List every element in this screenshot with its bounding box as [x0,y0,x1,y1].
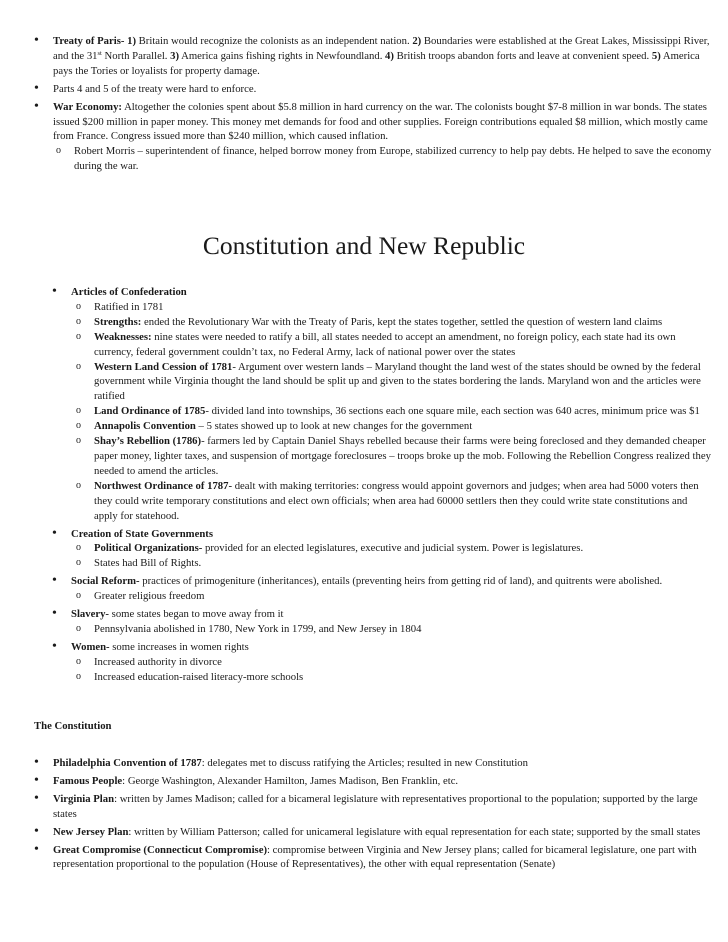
list-item [34,792,714,822]
bold-term: Great Compromise (Connecticut Compromise) [53,843,268,856]
bold-term: Articles of Confederation [71,286,187,298]
item-body [71,607,712,622]
bold-term: Annapolis Convention [94,420,196,433]
bold-term: Weaknesses: [94,330,152,343]
sub-bullet-icon: o [76,420,81,432]
bold-term: Social Reform- [71,575,140,588]
sub-list-item [76,315,712,330]
sub-list-item [76,330,712,360]
item-body [71,574,712,589]
list-item [52,640,712,655]
bullet-icon: • [34,755,39,770]
item-text: Ratified in 1781 [94,300,164,313]
item-text: America pays the Tories or loyalists for property damage. [53,49,700,77]
sub-bullet-icon: o [76,479,81,491]
sub-list-item [76,404,712,419]
sub-list-item [76,556,712,571]
bold-term: Land Ordinance of 1785 [94,405,206,418]
list-item [52,574,712,589]
item-text: some states began to move away from it [109,608,284,621]
item-text: Boundaries were established at the Great Lakes, Mississippi River, and the 31 [53,35,710,62]
item-body [53,792,714,822]
item-body [53,825,714,840]
bullet-icon: • [52,606,57,622]
item-body [94,670,712,685]
bullet-icon: • [34,33,39,48]
item-body [71,285,712,300]
list-item [52,527,712,542]
bullet-icon: • [52,284,57,299]
item-text: provided for an elected legislatures, executive and judicial system. Power is legislatures. [202,542,584,555]
section-title: Constitution and New Republic [202,231,526,260]
bold-term: Political Organizations- [94,542,203,555]
list-item [34,34,714,79]
item-body [94,404,712,419]
bold-term: Virginia Plan [53,792,115,805]
list-item [52,607,712,622]
list-item [34,756,714,771]
sub-list-item [76,541,712,556]
item-text: Increased authority in divorce [94,655,222,668]
item-text: - Argument over western lands – Maryland thought the land west of the states should be owned by the federal government while Virginia thought the land should be split up and given to the states bordering the lands. Maryland won and the articles were ratified [94,360,701,403]
sub-list-item [76,670,712,685]
item-body [94,300,712,315]
bold-term: Slavery- [71,608,109,621]
bold-term: 5) [651,49,661,62]
treaty-list [34,34,714,174]
sub-bullet-icon: o [76,655,81,667]
sub-list-item [76,419,712,434]
item-text: Greater religious freedom [94,590,205,603]
bold-term: 3) [170,49,180,62]
item-text: : written by James Madison; called for a bicameral legislature with representatives proportional to the population; supported by the large states [53,792,698,820]
item-text: : delegates met to discuss ratifying the Articles; resulted in new Constitution [201,757,528,769]
sub-list [34,144,714,174]
sub-bullet-icon: o [76,670,81,682]
sub-list [52,655,712,685]
item-body [94,360,712,405]
sub-list [52,622,712,637]
item-body [53,774,714,789]
item-text: – 5 states showed up to look at new changes for the government [195,420,473,433]
bold-term: War Economy: [53,100,122,113]
item-body [94,655,712,670]
item-body [74,144,714,174]
bold-term: Strengths: [94,315,142,328]
bullet-icon: • [34,98,39,114]
item-text: British troops abandon forts and leave at convenient speed. [393,49,652,62]
item-text: Pennsylvania abolished in 1780, New York in 1799, and New Jersey in 1804 [94,622,422,635]
bold-term: Shay’s Rebellion (1786) [94,435,202,448]
bold-term: Women- [71,640,110,653]
bullet-icon: • [34,823,39,839]
sub-list-item [76,622,712,637]
bullet-icon: • [34,841,39,857]
item-body [94,434,712,479]
bullet-icon: • [52,573,57,589]
bullet-icon: • [34,790,39,806]
bold-term: 2) [412,35,422,47]
sub-bullet-icon: o [76,315,81,327]
bold-term: Famous People [53,774,123,787]
sub-list [52,589,712,604]
item-text: North Parallel. [101,49,171,62]
sub-bullet-icon: o [76,590,81,602]
sub-bullet-icon: o [76,300,81,312]
item-body [53,756,714,771]
bold-term: Northwest Ordinance of 1787- [94,479,233,492]
item-body [94,622,712,637]
item-body [71,640,712,655]
item-text: practices of primogeniture (inheritances), entails (preventing heirs from getting rid of land), and quitrents were abolished. [139,575,663,588]
item-body [94,315,712,330]
list-item [52,285,712,300]
item-text: America gains fishing rights in Newfoundland. [179,49,386,62]
item-text: Altogether the colonies spent about $5.8 million in hard currency on the war. The colonists bought $7-8 million in war bonds. The states issued $200 million in paper money. This money met demands for food and other supplies. Foreign contributions equaled $8 million, which mostly came from France. Congress issued more than $240 million, which caused inflation. [53,100,708,143]
item-body [71,527,712,542]
list-item [34,843,714,873]
sub-bullet-icon: o [76,622,81,634]
item-body [53,843,714,873]
item-body [94,479,712,524]
sub-bullet-icon: o [76,542,81,554]
item-text: some increases in women rights [109,640,249,653]
sub-list-item [76,300,712,315]
item-body [53,82,714,97]
superscript: st [97,49,102,57]
sub-list-item [76,589,712,604]
item-text: : compromise between Virginia and New Jersey plans; called for bicameral legislature, one part with representation proportional to the population (House of Representatives), the other with equal representation (Senate) [53,843,697,871]
list-item [34,100,714,145]
bullet-icon: • [52,638,57,654]
sub-bullet-icon: o [76,557,81,569]
sub-bullet-icon: o [76,360,81,372]
confederation-list [52,285,712,685]
sub-bullet-icon: o [76,405,81,417]
item-body [94,330,712,360]
bullet-icon: • [52,525,57,541]
item-body [94,589,712,604]
item-text: : written by William Patterson; called for unicameral legislature with equal representation for each state; supported by the small states [128,825,701,838]
sub-bullet-icon: o [76,330,81,342]
sub-list-item [56,144,714,174]
item-body [53,100,714,145]
item-body [94,419,712,434]
constitution-heading: The Constitution [34,720,112,732]
item-text: Britain would recognize the colonists as an independent nation. [136,35,413,47]
list-item [34,825,714,840]
sub-list-item [76,360,712,405]
item-text: Parts 4 and 5 of the treaty were hard to enforce. [53,82,257,95]
bold-term: Western Land Cession of 1781 [94,360,233,373]
item-text: nine states were needed to ratify a bill, all states needed to accept an amendment, no foreign policy, each state had its own currency, federal government couldn’t tax, no Federal Army, lack of national power over the states [94,330,676,358]
item-body [94,541,712,556]
item-body [94,556,712,571]
item-text: dealt with making territories: congress would appoint governors and judges; when area had 5000 voters then they could write temporary constitutions and elect own officials; when area had 60000 settlers then they could write state constitutions and apply for statehood. [94,479,699,522]
bullet-icon: • [34,80,39,96]
item-text: Robert Morris – superintendent of finance, helped borrow money from Europe, stabilized currency to help pay debts. He helped to save the economy during the war. [74,145,712,173]
sub-list-item [76,434,712,479]
sub-list [52,300,712,524]
bold-term: Creation of State Governments [71,527,213,540]
sub-list-item [76,655,712,670]
sub-list-item [76,479,712,524]
item-body [53,34,714,79]
item-text: Increased education-raised literacy-more schools [94,670,304,683]
bullet-icon: • [34,772,39,788]
item-text: - farmers led by Captain Daniel Shays rebelled because their farms were being foreclosed and they demanded cheaper paper money, lighter taxes, and suspension of mortgage foreclosures – troops broke up the mob. Following the Rebellion Congress realized they needed to amend the articles. [94,435,711,477]
constitution-list [34,756,714,872]
bold-term: Treaty of Paris- 1) [53,35,136,47]
sub-list [52,541,712,571]
item-text: ended the Revolutionary War with the Treaty of Paris, kept the states together, settled the question of western land claims [141,315,663,328]
item-text: : George Washington, Alexander Hamilton, James Madison, Ben Franklin, etc. [122,774,459,787]
bold-term: Philadelphia Convention of 1787 [53,757,202,769]
sub-bullet-icon: o [76,435,81,447]
sub-bullet-icon: o [56,145,61,157]
list-item [34,82,714,97]
item-text: States had Bill of Rights. [94,557,202,570]
bold-term: New Jersey Plan [53,825,129,838]
bold-term: 4) [385,49,394,62]
list-item [34,774,714,789]
item-text: - divided land into townships, 36 sections each one square mile, each section was 640 acres, minimum price was $1 [205,405,700,418]
